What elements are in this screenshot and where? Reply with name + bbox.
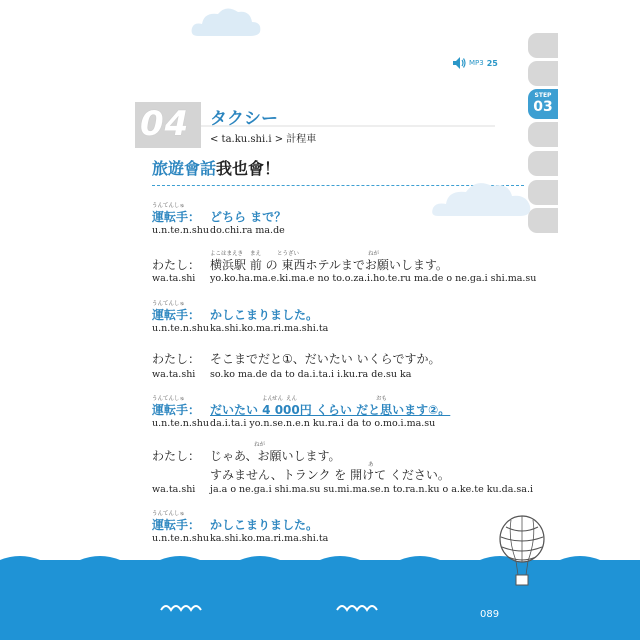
speaker-driver: 運転手： <box>152 210 201 224</box>
speaker-driver: 運転手： <box>152 518 201 532</box>
chapter-tab[interactable] <box>528 122 558 147</box>
audio-track-number: 25 <box>486 58 498 68</box>
chapter-tab[interactable] <box>528 33 558 58</box>
step-number: 03 <box>533 99 553 115</box>
furigana: うんてんしゅ <box>152 301 186 307</box>
dialogue-line: じゃあ、お願いします。 <box>210 449 341 463</box>
furigana: うんてんしゅ <box>152 511 186 517</box>
chapter-tab[interactable] <box>528 151 558 176</box>
speaker-romaji: u.n.te.n.shu <box>152 418 209 429</box>
lesson-title: タクシー <box>210 109 278 129</box>
wave-icon <box>336 602 380 612</box>
step-label: STEP <box>534 92 552 99</box>
dialogue-line: だいたい 4 000円 くらい だと思います②。 <box>210 403 451 417</box>
dialogue-line: そこまでだと①、だいたい いくらですか。 <box>210 352 441 366</box>
furigana: うんてんしゅ <box>152 203 186 209</box>
furigana: よこはまえき <box>210 251 244 257</box>
furigana: まえ <box>250 251 262 257</box>
dialogue-romaji: ka.shi.ko.ma.ri.ma.shi.ta <box>210 323 329 334</box>
lesson-subtitle: < ta.ku.shi.i > 計程車 <box>210 134 317 145</box>
dialogue-romaji: do.chi.ra ma.de <box>210 225 285 236</box>
speaker-me: わたし： <box>152 258 201 272</box>
furigana: よん <box>262 396 274 402</box>
dialogue-romaji: so.ko ma.de da to da.i.ta.i i.ku.ra de.su ka <box>210 369 412 380</box>
audio-track-indicator[interactable] <box>452 56 498 70</box>
dialogue-line: すみません、トランク を 開けて ください。 <box>210 468 450 482</box>
furigana: おも <box>376 396 388 402</box>
speaker-driver: 運転手： <box>152 403 201 417</box>
speaker-driver: 運転手： <box>152 308 201 322</box>
dialogue-romaji: da.i.ta.i yo.n.se.n.e.n ku.ra.i da to o.mo.i.ma.su <box>210 418 436 429</box>
speaker-romaji: u.n.te.n.shu <box>152 323 209 334</box>
furigana: ねが <box>368 251 380 257</box>
speaker-romaji: u.n.te.n.shu <box>152 225 209 236</box>
speaker-romaji: wa.ta.shi <box>152 484 196 495</box>
chapter-tab[interactable] <box>528 61 558 86</box>
furigana: あ <box>368 462 374 468</box>
dialogue-line: どちら まで？ <box>210 210 287 224</box>
section-title-rest: 我也會！ <box>216 159 281 178</box>
page-number: 089 <box>480 609 500 620</box>
section-title <box>152 156 280 179</box>
furigana: えん <box>286 396 298 402</box>
speaker-me: わたし： <box>152 352 201 366</box>
section-title-highlight: 旅遊會話 <box>152 159 217 178</box>
speaker-romaji: u.n.te.n.shu <box>152 533 209 544</box>
cloud-decoration <box>188 4 264 40</box>
furigana: せん <box>272 396 284 402</box>
dialogue-line: かしこまりました。 <box>210 518 319 532</box>
furigana: とうざい <box>277 251 300 257</box>
hot-air-balloon-icon <box>496 515 548 591</box>
dialogue-line: かしこまりました。 <box>210 308 319 322</box>
speaker-romaji: wa.ta.shi <box>152 369 196 380</box>
step-tab-active[interactable] <box>528 89 558 119</box>
cloud-decoration <box>430 176 534 220</box>
dialogue-romaji: ka.shi.ko.ma.ri.ma.shi.ta <box>210 533 329 544</box>
wave-icon <box>160 602 204 612</box>
furigana: うんてんしゅ <box>152 396 186 402</box>
dialogue-romaji: yo.ko.ha.ma.e.ki.ma.e no to.o.za.i.ho.te.ru ma.de o ne.ga.i shi.ma.su <box>210 273 537 284</box>
furigana: ねが <box>254 442 266 448</box>
speaker-icon <box>452 56 466 70</box>
dialogue-romaji: ja.a o ne.ga.i shi.ma.su su.mi.ma.se.n to.ra.n.ku o a.ke.te ku.da.sa.i <box>210 484 534 495</box>
audio-label: MP3 <box>469 59 484 67</box>
speaker-romaji: wa.ta.shi <box>152 273 196 284</box>
dialogue-line: 横浜駅 前 の 東西ホテルまでお願いします。 <box>210 258 448 272</box>
lesson-number: 04 <box>140 104 190 144</box>
speaker-me: わたし： <box>152 449 201 463</box>
